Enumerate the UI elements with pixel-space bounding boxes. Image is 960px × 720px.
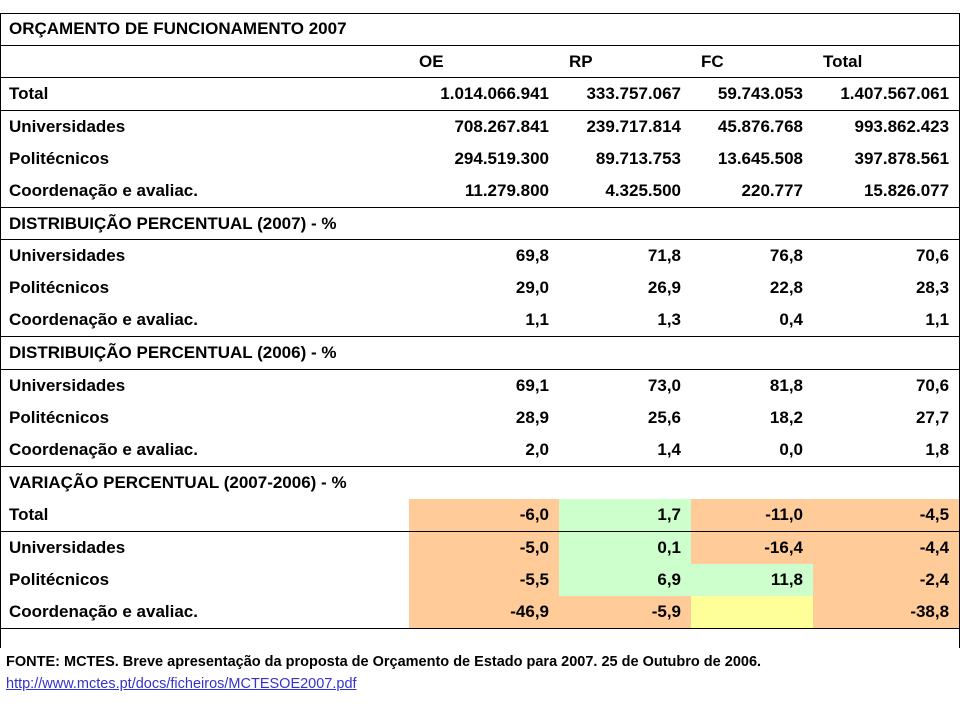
cell-fc: 0,0 [691,434,813,466]
cell-rp: -5,9 [559,596,691,628]
section-heading-row [1,466,959,498]
cell-fc: 59.743.053 [691,78,813,110]
cell-rp: 89.713.753 [595,148,681,168]
row-label: Politécnicos [9,148,110,168]
row-label: Total [1,499,409,531]
cell-rp: 1,7 [559,499,691,531]
cell-oe: 11.279.800 [409,175,559,207]
cell-total: 70,6 [915,375,950,395]
table-row [1,110,959,142]
cell-fc: 81,8 [769,375,803,395]
cell-oe: -5,5 [409,564,559,596]
cell-oe: -46,9 [409,596,559,628]
cell-total: 1,8 [813,434,959,466]
table-row [1,305,959,337]
table-row [1,175,959,207]
cell-fc: 22,8 [769,278,803,298]
cell-total: -2,4 [813,564,959,596]
row-label: Universidades [9,246,126,266]
cell-oe: -5,0 [409,531,559,563]
table-row [1,434,959,466]
cell-oe: 29,0 [515,278,549,298]
budget-table [1,13,959,629]
cell-total: -38,8 [813,596,959,628]
row-label: Universidades [9,375,126,395]
table-row [1,272,959,304]
cell-oe: 2,0 [409,434,559,466]
cell-fc: 11,8 [691,564,813,596]
cell-fc: 220.777 [691,175,813,207]
source-note: FONTE: MCTES. Breve apresentação da proposta de Orçamento de Estado para 2007. 25 de Outubro de 2006. [6,654,762,670]
cell-oe: 1.014.066.941 [409,78,559,110]
row-label: Politécnicos [9,407,110,427]
cell-total: 27,7 [915,407,950,427]
cell-total: 1.407.567.061 [813,78,959,110]
cell-oe: 294.519.300 [454,148,549,168]
column-header-fc: FC [701,51,724,71]
row-label: Universidades [9,116,126,136]
cell-oe: 708.267.841 [454,116,549,136]
cell-fc: 76,8 [769,246,803,266]
row-label: Universidades [9,537,126,557]
cell-rp: 4.325.500 [559,175,691,207]
cell-rp: 239.717.814 [586,116,681,136]
cell-oe: 28,9 [515,407,549,427]
cell-total: 397.878.561 [854,148,950,168]
table-row [1,499,959,531]
cell-fc: -16,4 [691,531,813,563]
cell-total: -4,5 [813,499,959,531]
column-header-row [1,45,959,77]
cell-rp: 1,3 [559,305,691,337]
cell-rp: 73,0 [647,375,681,395]
cell-total: 15.826.077 [813,175,959,207]
row-label: Coordenação e avaliac. [1,434,409,466]
cell-rp: 25,6 [647,407,681,427]
section-heading-dist-2007: DISTRIBUIÇÃO PERCENTUAL (2007) - % [1,207,959,239]
section-heading-variation: VARIAÇÃO PERCENTUAL (2007-2006) - % [9,472,347,492]
row-label: Coordenação e avaliac. [1,175,409,207]
cell-fc: 18,2 [769,407,803,427]
cell-total: -4,4 [813,531,959,563]
cell-oe: 69,8 [515,246,549,266]
table-title: ORÇAMENTO DE FUNCIONAMENTO 2007 [1,13,959,45]
column-header-rp: RP [569,51,593,71]
table-title-row [1,13,959,45]
header-blank [1,45,409,77]
cell-total: 1,1 [813,305,959,337]
cell-oe: -6,0 [409,499,559,531]
cell-total: 28,3 [915,278,950,298]
cell-rp: 0,1 [559,531,691,563]
column-header-oe: OE [419,51,444,71]
row-label: Coordenação e avaliac. [1,305,409,337]
cell-fc: 45.876.768 [717,116,803,136]
cell-rp: 6,9 [559,564,691,596]
section-heading-row [1,337,959,369]
table-row [1,596,959,628]
table-row [1,240,959,272]
cell-total: 993.862.423 [854,116,950,136]
row-label: Coordenação e avaliac. [1,596,409,628]
section-heading-row [1,207,959,239]
row-label: Total [1,78,409,110]
cell-rp: 71,8 [647,246,681,266]
section-heading-dist-2006: DISTRIBUIÇÃO PERCENTUAL (2006) - % [1,337,959,369]
table-row [1,78,959,110]
table-row [1,143,959,175]
cell-rp: 26,9 [647,278,681,298]
table-row [1,369,959,401]
cell-oe: 69,1 [515,375,549,395]
cell-oe: 1,1 [409,305,559,337]
column-header-total: Total [823,51,863,71]
cell-fc: -11,0 [691,499,813,531]
row-label: Politécnicos [9,569,110,589]
source-link[interactable]: http://www.mctes.pt/docs/ficheiros/MCTESOE2007.pdf [6,676,357,692]
cell-rp: 1,4 [559,434,691,466]
cell-total: 70,6 [915,246,950,266]
table-row [1,531,959,563]
cell-fc [691,596,813,628]
cell-fc: 13.645.508 [717,148,803,168]
table-row [1,564,959,596]
table-row [1,402,959,434]
row-label: Politécnicos [9,278,110,298]
cell-rp: 333.757.067 [559,78,691,110]
cell-fc: 0,4 [691,305,813,337]
